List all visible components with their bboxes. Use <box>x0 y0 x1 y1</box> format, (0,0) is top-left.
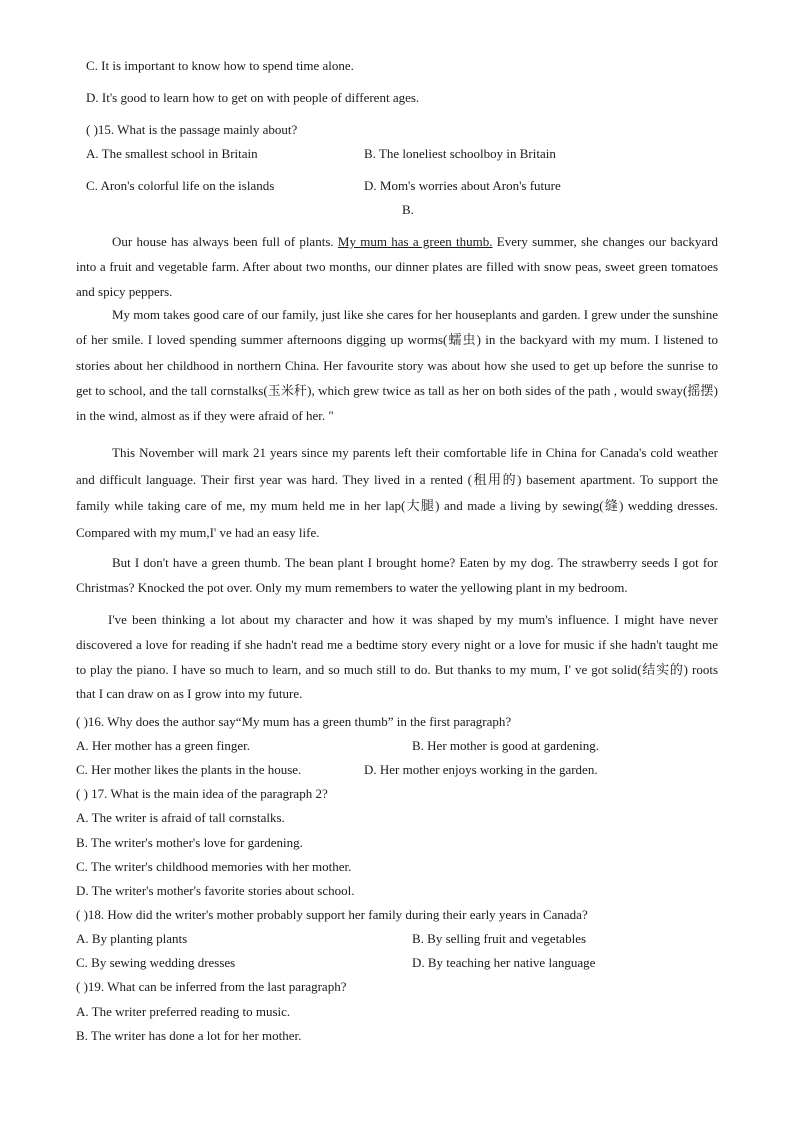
q15-option-b: B. The loneliest schoolboy in Britain <box>364 146 556 161</box>
section-label: B. <box>402 202 414 217</box>
q15-option-a: A. The smallest school in Britain <box>86 146 258 161</box>
passage-paragraph-4: But I don't have a green thumb. The bean plant I brought home? Eaten by my dog. The strawberry seeds I got for Christmas? Knocked the pot over. Only my mum remembers to water the yellowing plant in my bedroom. <box>76 555 718 595</box>
q16-option-a: A. Her mother has a green finger. <box>76 738 250 753</box>
passage-paragraph-1 <box>76 230 718 304</box>
p1-underlined: My mum has a green thumb. <box>337 234 493 249</box>
q19-option-b: B. The writer has done a lot for her mother. <box>76 1028 302 1043</box>
q16-stem: ( )16. Why does the author say“My mum has a green thumb” in the first paragraph? <box>76 714 512 729</box>
q16-option-d: D. Her mother enjoys working in the garden. <box>364 762 598 777</box>
passage-paragraph-5: I've been thinking a lot about my character and how it was shaped by my mum's influence. I might have never discovered a love for reading if she hadn't read me a bedtime story every night or a love for music if she hadn't taught me to play the piano. I have so much to learn, and so much still to do. But thanks to my mum, I' ve got solid(结实的) roots that I can draw on as I grow into my future. <box>76 612 718 702</box>
q17-option-d: D. The writer's mother's favorite stories about school. <box>76 883 355 898</box>
q17-stem: ( ) 17. What is the main idea of the paragraph 2? <box>76 786 328 801</box>
q19-option-a: A. The writer preferred reading to music. <box>76 1004 291 1019</box>
q15-stem: ( )15. What is the passage mainly about? <box>86 122 298 137</box>
prev-option-c: C. It is important to know how to spend time alone. <box>86 58 354 73</box>
q18-option-c: C. By sewing wedding dresses <box>76 955 236 970</box>
q15-option-c: C. Aron's colorful life on the islands <box>86 178 275 193</box>
q18-option-d: D. By teaching her native language <box>412 955 596 970</box>
q15-option-d: D. Mom's worries about Aron's future <box>364 178 561 193</box>
passage-paragraph-3: This November will mark 21 years since my parents left their comfortable life in China for Canada's cold weather and difficult language. Their first year was hard. They lived in a rented (租用的) basement apartment. To support the family while taking care of me, my mum held me in her lap(大腿) and made a living by sewing(缝) wedding dresses. Compared with my mum,I' ve had an easy life. <box>76 445 718 540</box>
q16-option-b: B. Her mother is good at gardening. <box>412 738 600 753</box>
p1-before: Our house has always been full of plants. <box>112 234 338 249</box>
q16-option-c: C. Her mother likes the plants in the house. <box>76 762 302 777</box>
q17-option-a: A. The writer is afraid of tall cornstalks. <box>76 810 285 825</box>
q18-stem: ( )18. How did the writer's mother probably support her family during their early years in Canada? <box>76 907 588 922</box>
q17-option-c: C. The writer's childhood memories with her mother. <box>76 859 352 874</box>
q18-option-b: B. By selling fruit and vegetables <box>412 931 587 946</box>
q18-option-a: A. By planting plants <box>76 931 188 946</box>
q17-option-b: B. The writer's mother's love for gardening. <box>76 835 303 850</box>
prev-option-d: D. It's good to learn how to get on with people of different ages. <box>86 90 420 105</box>
passage-paragraph-2: My mom takes good care of our family, just like she cares for her houseplants and garden. I grew under the sunshine of her smile. I loved spending summer afternoons digging up worms(蠕虫) in the backyard with my mum. I listened to stories about her childhood in northern China. Her favourite story was about how she used to get up before the sunrise to get to school, and the tall cornstalks(玉米秆), which grew twice as tall as her on both sides of the path , would sway(摇摆) in the wind, almost as if they were afraid of her. " <box>76 307 719 424</box>
q19-stem: ( )19. What can be inferred from the last paragraph? <box>76 979 347 994</box>
p1-after: Every summer, she changes our backyard into a fruit and vegetable farm. After about two months, our dinner plates are filled with snow peas, sweet green tomatoes and spicy peppers. <box>76 234 718 299</box>
